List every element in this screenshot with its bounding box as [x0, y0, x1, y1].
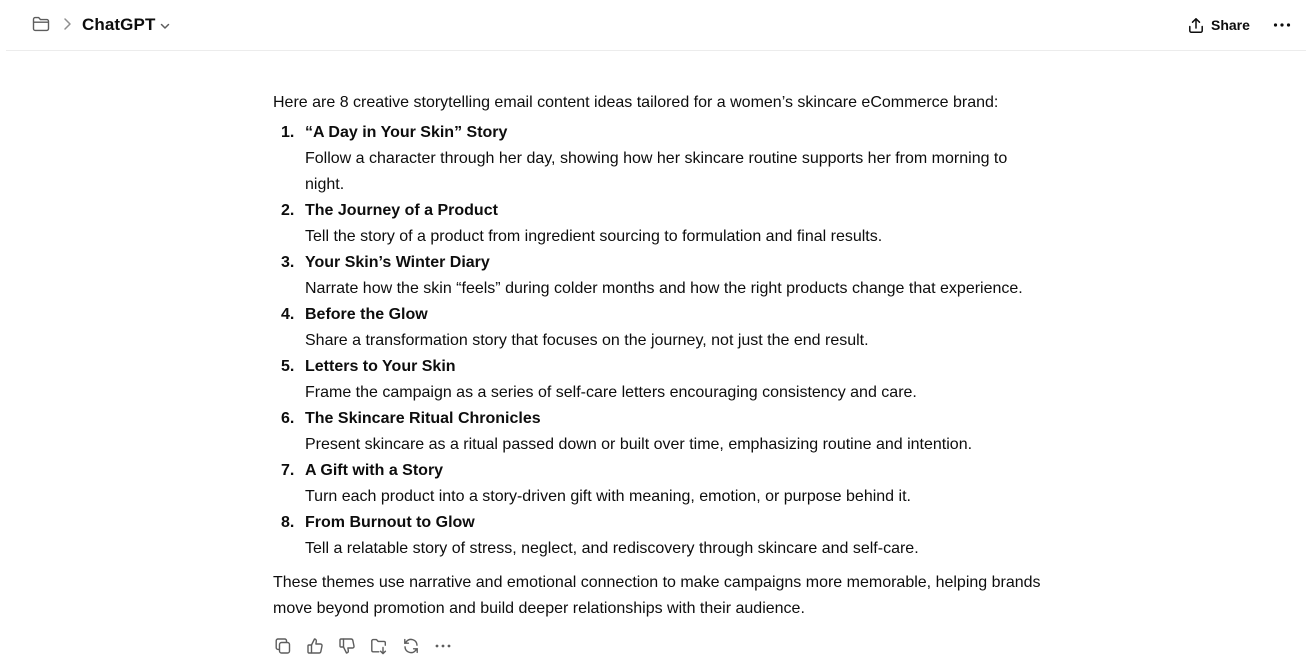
- share-button[interactable]: [1188, 12, 1250, 38]
- copy-button[interactable]: [273, 636, 293, 656]
- more-options-icon[interactable]: [1272, 16, 1292, 34]
- thumbs-up-icon: [306, 637, 324, 655]
- item-description: Tell the story of a product from ingredient sourcing to formulation and final results.: [305, 228, 883, 245]
- list-item: [273, 250, 1043, 302]
- list-item: [273, 120, 1043, 198]
- assistant-message: [273, 90, 1043, 622]
- chevron-down-icon: [159, 20, 171, 32]
- folder-icon[interactable]: [32, 16, 50, 32]
- more-actions-button[interactable]: [433, 636, 453, 656]
- share-label: Share: [1211, 17, 1250, 33]
- thumbs-down-icon: [338, 637, 356, 655]
- ideas-list: [273, 120, 1043, 562]
- item-title: “A Day in Your Skin” Story: [305, 124, 508, 141]
- copy-icon: [274, 637, 292, 655]
- item-number: 4.: [281, 306, 295, 323]
- model-name: ChatGPT: [82, 15, 156, 34]
- list-item: [273, 458, 1043, 510]
- item-title: From Burnout to Glow: [305, 514, 475, 531]
- item-number: 7.: [281, 462, 295, 479]
- item-number: 3.: [281, 254, 295, 271]
- top-bar: [6, 0, 1306, 51]
- message-outro: These themes use narrative and emotional connection to make campaigns more memorable, helping brands move beyond promotion and build deeper relationships with their audience.: [273, 574, 1041, 617]
- item-title: A Gift with a Story: [305, 462, 444, 479]
- list-item: [273, 406, 1043, 458]
- item-description: Share a transformation story that focuses on the journey, not just the end result.: [305, 332, 869, 349]
- item-title: Letters to Your Skin: [305, 358, 456, 375]
- model-switcher[interactable]: [82, 12, 171, 38]
- item-description: Narrate how the skin “feels” during colder months and how the right products change that experience.: [305, 280, 1023, 297]
- item-number: 8.: [281, 514, 295, 531]
- item-number: 1.: [281, 124, 295, 141]
- item-description: Frame the campaign as a series of self-care letters encouraging consistency and care.: [305, 384, 917, 401]
- list-item: [273, 302, 1043, 354]
- branch-chat-button[interactable]: [369, 636, 389, 656]
- item-description: Present skincare as a ritual passed down or built over time, emphasizing routine and intention.: [305, 436, 973, 453]
- message-intro: Here are 8 creative storytelling email content ideas tailored for a women’s skincare eCommerce brand:: [273, 94, 999, 111]
- item-title: The Skincare Ritual Chronicles: [305, 410, 541, 427]
- breadcrumb-chevron-icon: [62, 17, 72, 31]
- item-number: 2.: [281, 202, 295, 219]
- item-description: Follow a character through her day, showing how her skincare routine supports her from morning to night.: [305, 150, 1008, 193]
- item-title: Before the Glow: [305, 306, 428, 323]
- item-number: 6.: [281, 410, 295, 427]
- good-response-button[interactable]: [305, 636, 325, 656]
- list-item: [273, 198, 1043, 250]
- message-actions: [273, 635, 453, 657]
- list-item: [273, 354, 1043, 406]
- item-title: The Journey of a Product: [305, 202, 498, 219]
- item-description: Turn each product into a story-driven gift with meaning, emotion, or purpose behind it.: [305, 488, 911, 505]
- item-title: Your Skin’s Winter Diary: [305, 254, 490, 271]
- list-item: [273, 510, 1043, 562]
- share-icon: [1188, 17, 1204, 34]
- more-icon: [434, 637, 452, 655]
- regenerate-button[interactable]: [401, 636, 421, 656]
- bad-response-button[interactable]: [337, 636, 357, 656]
- item-number: 5.: [281, 358, 295, 375]
- item-description: Tell a relatable story of stress, neglect, and rediscovery through skincare and self-care.: [305, 540, 919, 557]
- branch-icon: [370, 637, 388, 655]
- regenerate-icon: [402, 637, 420, 655]
